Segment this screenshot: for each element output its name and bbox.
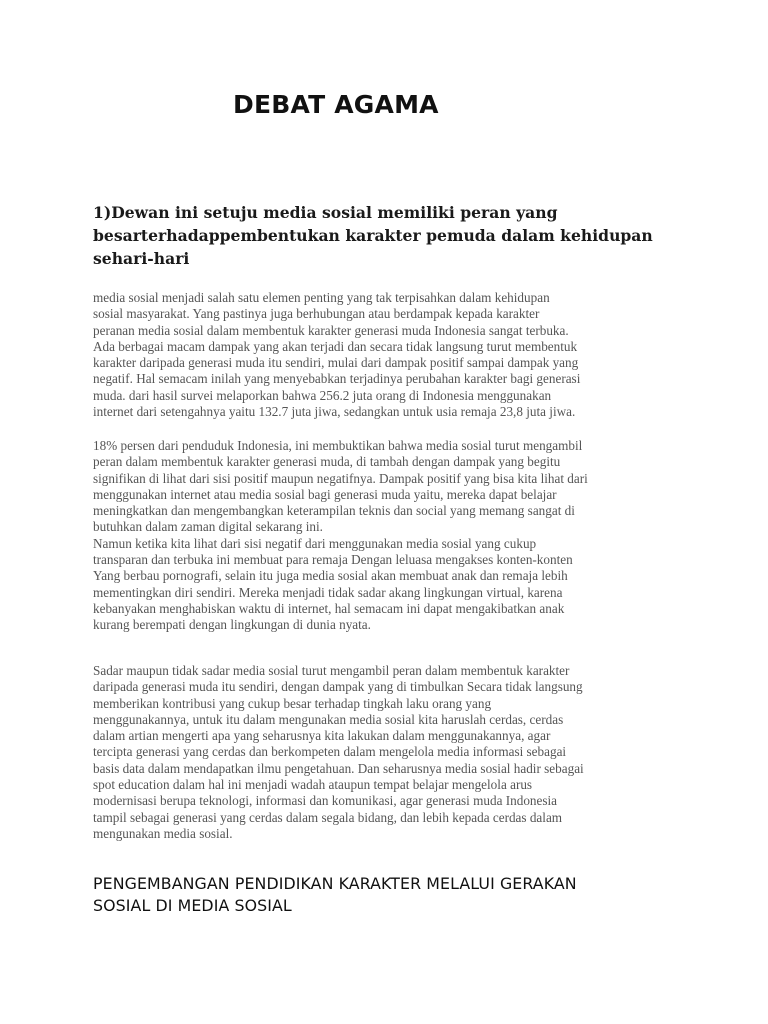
motion-question-line: sehari-hari xyxy=(93,249,190,268)
paragraph-line: media sosial menjadi salah satu elemen penting yang tak terpisahkan dalam kehidupan xyxy=(93,290,550,305)
paragraph-line: peran dalam membentuk karakter generasi muda, di tambah dengan dampak yang begitu xyxy=(93,454,561,470)
paragraph-line: peranan media sosial dalam membentuk karakter generasi muda Indonesia sangat terbuka. xyxy=(93,322,569,338)
paragraph-line: 18% persen dari penduduk Indonesia, ini membuktikan bahwa media sosial turut mengambil xyxy=(93,438,583,453)
section-heading-line: SOSIAL DI MEDIA SOSIAL xyxy=(93,896,292,915)
body-paragraph-3 xyxy=(93,663,693,842)
paragraph-line: signifikan di lihat dari sisi positif maupun negatifnya. Dampak positif yang bisa kita lihat dari xyxy=(93,470,588,486)
paragraph-line: menggunakannya, untuk itu dalam mengunakan media sosial kita haruslah cerdas, cerdas xyxy=(93,711,564,727)
body-paragraph-2 xyxy=(93,438,693,634)
paragraph-line: spot education dalam hal ini menjadi wadah ataupun tempat belajar mengelola arus xyxy=(93,777,533,793)
paragraph-line: dalam artian mengerti apa yang seharusnya kita lakukan dalam menggunakannya, agar xyxy=(93,728,551,744)
motion-question-line: besarterhadappembentukan karakter pemuda dalam kehidupan xyxy=(93,226,653,245)
paragraph-line: kurang berempati dengan lingkungan di dunia nyata. xyxy=(93,617,371,633)
paragraph-line: tampil sebagai generasi yang cerdas dalam segala bidang, dan lebih kepada cerdas dalam xyxy=(93,809,563,825)
paragraph-line: transparan dan terbuka ini membuat para remaja Dengan leluasa mengakses konten-konten xyxy=(93,552,573,568)
paragraph-line: meningkatkan dan mengembangkan keterampilan teknis dan social yang memang sangat di xyxy=(93,503,575,519)
body-paragraph-1 xyxy=(93,290,693,420)
paragraph-line: kebanyakan menghabiskan waktu di internet, hal semacam ini dapat mengakibatkan anak xyxy=(93,600,565,616)
motion-question xyxy=(93,201,693,270)
paragraph-line: negatif. Hal semacam inilah yang menyebabkan terjadinya perubahan karakter bagi generasi xyxy=(93,371,581,387)
motion-question-line: 1)Dewan ini setuju media sosial memiliki peran yang xyxy=(93,203,558,222)
paragraph-line: Sadar maupun tidak sadar media sosial turut mengambil peran dalam membentuk karakter xyxy=(93,663,570,678)
paragraph-line: Yang berbau pornografi, selain itu juga media sosial akan membuat anak dan remaja lebih xyxy=(93,568,568,584)
paragraph-line: tercipta generasi yang cerdas dan berkompeten dalam mengelola media informasi sebagai xyxy=(93,744,567,760)
document-title: DEBAT AGAMA xyxy=(233,90,439,119)
paragraph-line: modernisasi berupa teknologi, informasi dan komunikasi, agar generasi muda Indonesia xyxy=(93,793,558,809)
paragraph-line: memberikan kontribusi yang cukup besar terhadap tingkah laku orang yang xyxy=(93,695,492,711)
paragraph-line: sosial masyarakat. Yang pastinya juga berhubungan atau berdampak kepada karakter xyxy=(93,306,540,322)
paragraph-line: daripada generasi muda itu sendiri, dengan dampak yang di timbulkan Secara tidak langsung xyxy=(93,679,583,695)
paragraph-line: menggunakan internet atau media sosial bagi generasi muda yaitu, mereka dapat belajar xyxy=(93,486,557,502)
paragraph-line: muda. dari hasil survei melaporkan bahwa 256.2 juta orang di Indonesia menggunakan xyxy=(93,387,552,403)
paragraph-line: butuhkan dalam zaman digital sekarang ini. xyxy=(93,519,323,535)
section-heading-line: PENGEMBANGAN PENDIDIKAN KARAKTER MELALUI GERAKAN xyxy=(93,874,577,893)
paragraph-line: mengunakan media sosial. xyxy=(93,825,233,841)
section-heading xyxy=(93,873,713,917)
paragraph-line: karakter daripada generasi muda itu sendiri, mulai dari dampak positif sampai dampak yang xyxy=(93,355,579,371)
paragraph-line: mementingkan diri sendiri. Mereka menjadi tidak sadar akang lingkungan virtual, karena xyxy=(93,584,563,600)
paragraph-line: Namun ketika kita lihat dari sisi negatif dari menggunakan media sosial yang cukup xyxy=(93,535,537,551)
paragraph-line: basis data dalam mendapatkan ilmu pengetahuan. Dan seharusnya media sosial hadir sebagai xyxy=(93,760,584,776)
paragraph-line: internet dari setengahnya yaitu 132.7 juta jiwa, sedangkan untuk usia remaja 23,8 juta jiwa. xyxy=(93,404,576,420)
paragraph-line: Ada berbagai macam dampak yang akan terjadi dan secara tidak langsung turut membentuk xyxy=(93,338,578,354)
